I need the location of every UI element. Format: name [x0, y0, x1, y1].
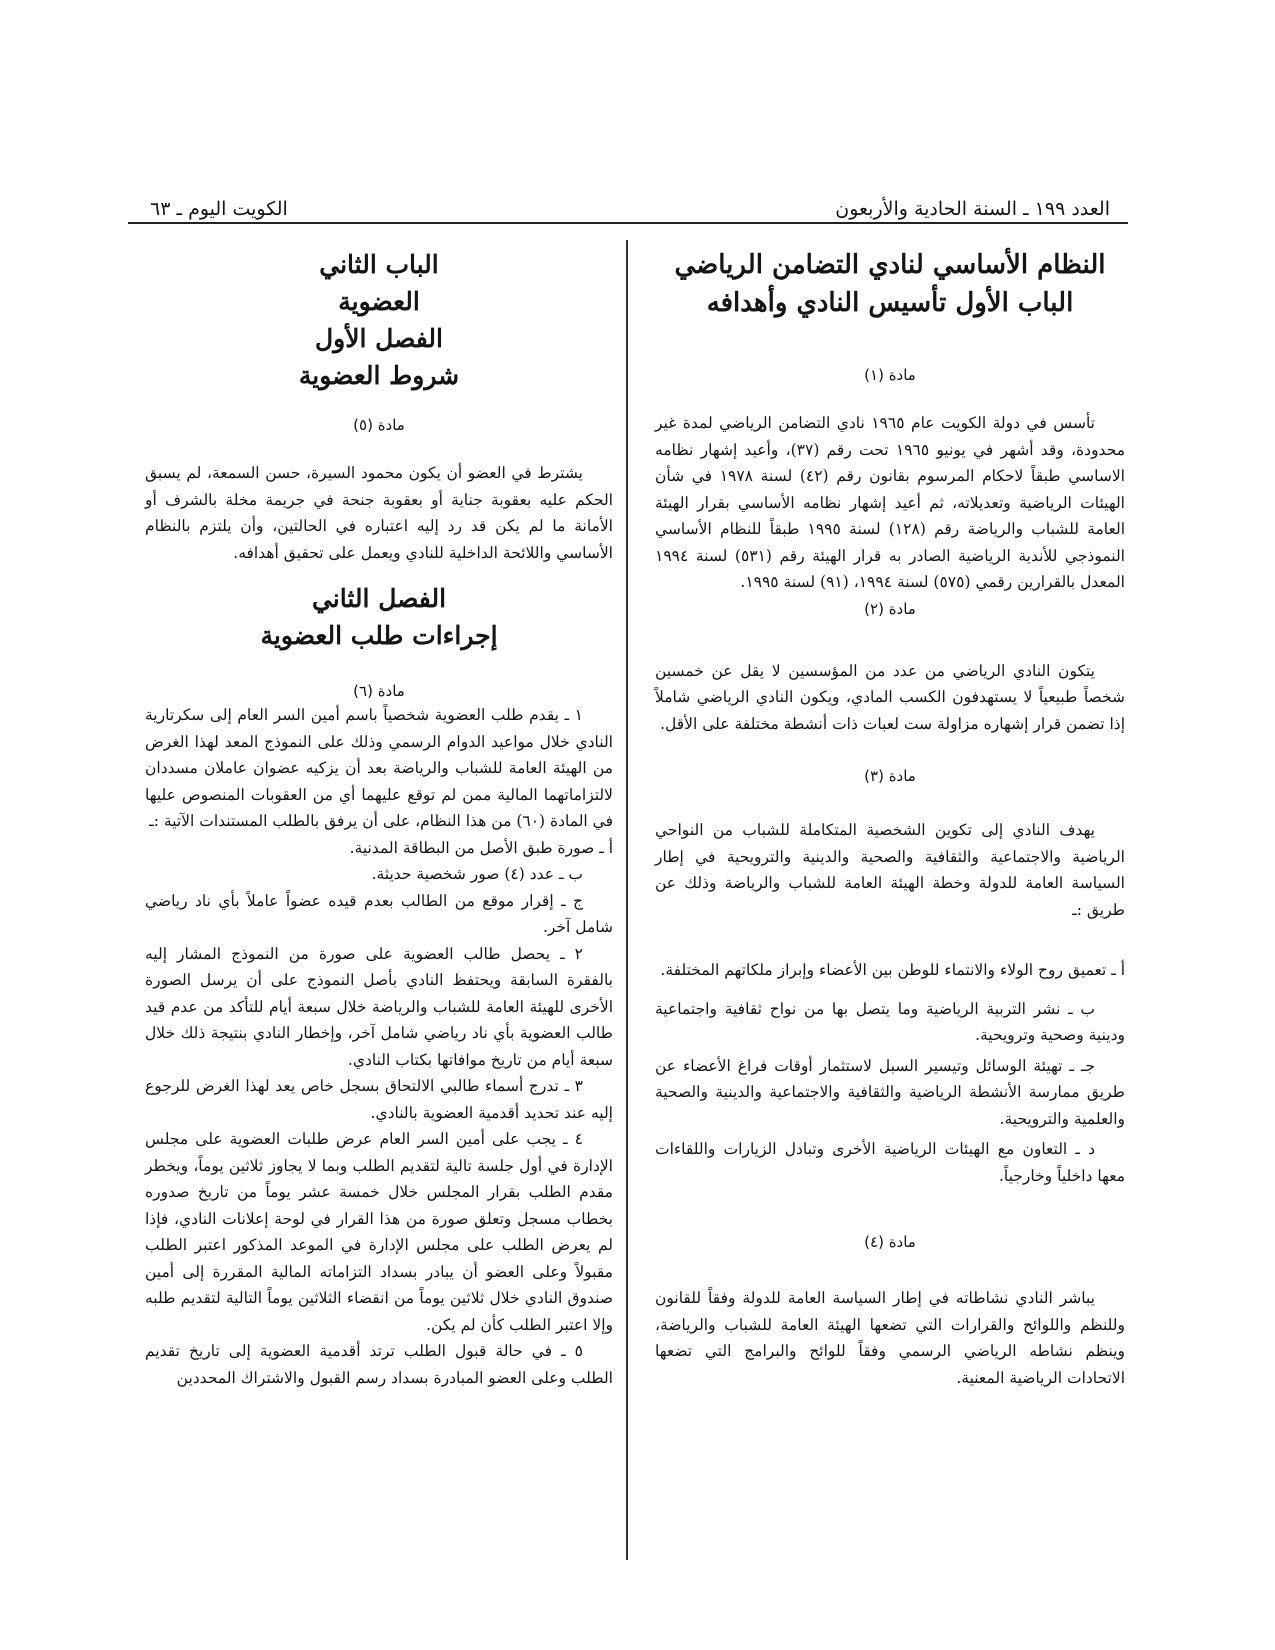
article-4-text: يباشر النادي نشاطاته في إطار السياسة العامة للدولة وفقاً للقانون وللنظم واللوائح والقرارات التي تضعها الهيئة العامة للشباب والرياضة، وينظم نشاطه الرياضي الرسمي وفقاً للوائح والبرامج التي تضعها الاتحادات الرياضية المعنية. [655, 1289, 1125, 1387]
article-4-label: مادة (٤) [864, 1233, 916, 1251]
chapter-two-title: الفصل الثاني [311, 584, 447, 613]
header-divider [128, 222, 1128, 224]
article-6-clause-5: ٥ ـ في حالة قبول الطلب ترتد أقدمية العضوية إلى تاريخ تقديم الطلب وعلى العضو المبادرة بسداد رسم القبول والاشتراك المحددين [145, 1342, 613, 1387]
document-title: النظام الأساسي لنادي التضامن الرياضي [674, 250, 1106, 280]
article-6-clause-3: ٣ ـ تدرج أسماء طالبي الالتحاق بسجل خاص يعد لهذا الغرض للرجوع إليه عند تحديد أقدمية العضوية بالنادي. [145, 1077, 613, 1122]
page-info: الكويت اليوم ـ ٦٣ [150, 198, 288, 220]
article-6-clause-4: ٤ ـ يجب على أمين السر العام عرض طلبات العضوية على مجلس الإدارة في أول جلسة تالية لتقديم الطلب وبما لا يجاوز ثلاثين يوماً، ويخطر مقدم الطلب بقرار المجلس خلال خمسة عشر يوماً من تاريخ صدوره بخطاب مسجل وتعلق صورة من هذا القرار في لوحة إعلانات النادي، فإذا لم يعرض الطلب على مجلس الإدارة في الموعد المذكور اعتبر الطلب مقبولاً وعلى العضو أن يبادر بسداد التزاماته المالية المقررة إلى أمين صندوق النادي خلال ثلاثين يوماً من انقضاء الثلاثين يوماً التالية لتقديم طلبه وإلا اعتبر الطلب كأن لم يكن. [145, 1130, 613, 1334]
article-5-label: مادة (٥) [353, 416, 405, 434]
article-2-label: مادة (٢) [864, 599, 916, 618]
article-2-text: يتكون النادي الرياضي من عدد من المؤسسين لا يقل عن خمسين شخصاً طبيعياً لا يستهدفون الكسب المادي، ويكون النادي الرياضي شاملاً إذا تضمن قرار إشهاره مزاولة ست لعبات ذات أنشطة مختلفة على الأقل. [655, 661, 1125, 733]
article-6-clause-1: ١ ـ يقدم طلب العضوية شخصياً باسم أمين السر العام إلى سكرتارية النادي خلال مواعيد الدوام الرسمي وذلك على النموذج المعد لهذا الغرض من الهيئة العامة للشباب والرياضة بعد أن يزكيه عضوان عاملان مسددان لالتزاماتهما المالية ممن لم توقع عليهما أي من العقوبات المنصوص عليها في المادة (٦٠) من هذا النظام، على أن يرفق بالطلب المستندات الآتية :ـ [145, 706, 613, 830]
article-6-clause-2: ٢ ـ يحصل طالب العضوية على صورة من النموذج المشار إليه بالفقرة السابقة ويحتفظ النادي بأصل النموذج على أن يرسل الصورة الأخرى للهيئة العامة للشباب والرياضة خلال سبعة أيام للتأكد من عدم قيد طالب العضوية بأي ناد رياضي شامل آخر، وإخطار النادي بنتيجة ذلك خلال سبعة أيام من تاريخ موافاتها بكتاب النادي. [145, 944, 613, 1069]
article-6-item-a: أ ـ صورة طبق الأصل من البطاقة المدنية. [349, 838, 613, 857]
article-3-label: مادة (٣) [864, 767, 916, 785]
left-column [145, 246, 613, 1391]
article-3-text: يهدف النادي إلى تكوين الشخصية المتكاملة للشباب من النواحي الرياضية والاجتماعية والثقافية والصحية والدينية والترويحية في إطار السياسة العامة للدولة وخطة الهيئة العامة للشباب والرياضة وذلك عن طريق :ـ [655, 821, 1125, 919]
column-divider [626, 240, 628, 1560]
article-6-label: مادة (٦) [353, 682, 405, 700]
article-3-item-d: د ـ التعاون مع الهيئات الرياضية الأخرى وتبادل الزيارات واللقاءات معها داخلياً وخارجياً. [655, 1140, 1125, 1185]
article-3-item-a: أ ـ تعميق روح الولاء والانتماء للوطن بين الأعضاء وإبراز ملكاتهم المختلفة. [660, 961, 1125, 979]
article-3-item-b: ب ـ نشر التربية الرياضية وما يتصل بها من نواح ثقافية واجتماعية ودينية وصحية وترويحية. [655, 999, 1125, 1044]
chapter-two-subject: إجراءات طلب العضوية [260, 621, 498, 650]
chapter-one-title: الفصل الأول [315, 324, 443, 353]
part-two-title: الباب الثاني [319, 250, 439, 279]
part-two-subject: العضوية [338, 287, 420, 316]
article-5-text: يشترط في العضو أن يكون محمود السيرة، حسن السمعة، لم يسبق الحكم عليه بعقوبة جناية أو بعقوبة جنحة في جريمة مخلة بالشرف أو الأمانة ما لم يكن قد رد إليه اعتباره في الحالتين، وأن يلتزم بالنظام الأساسي واللائحة الداخلية للنادي ويعمل على تحقيق أهدافه. [145, 464, 613, 562]
article-6-item-b: ب ـ عدد (٤) صور شخصية حديثة. [371, 865, 583, 883]
part-one-title: الباب الأول تأسيس النادي وأهدافه [706, 288, 1074, 318]
article-1-label: مادة (١) [864, 366, 916, 384]
issue-info: العدد ١٩٩ ـ السنة الحادية والأربعون [835, 198, 1110, 220]
article-3-item-c: جـ ـ تهيئة الوسائل وتيسير السبل لاستثمار أوقات فراغ الأعضاء عن طريق ممارسة الأنشطة الرياضية والثقافية والاجتماعية والدينية والصحية والعلمية والترويحية. [655, 1056, 1125, 1128]
right-column [655, 246, 1125, 1391]
article-1-text: تأسس في دولة الكويت عام ١٩٦٥ نادي التضامن الرياضي لمدة غير محدودة، وقد أشهر في يونيو ١٩٦٥ تحت رقم (٣٧)، وأعيد إشهار نظامه الاساسي طبقاً لاحكام المرسوم بقانون رقم (٤٢) لسنة ١٩٧٨ في شأن الهيئات الرياضية وتعديلاته، ثم أعيد إشهار نظامه الأساسي بقرار الهيئة العامة للشباب والرياضة رقم (١٢٨) لسنة ١٩٩٥ طبقاً للنظام الأساسي النموذجي للأندية الرياضية الصادر به قرار الهيئة رقم (٥٣١) لسنة ١٩٩٤ المعدل بالقرارين رقمي (٥٧٥) لسنة ١٩٩٤، (٩١) لسنة ١٩٩٥. [655, 414, 1125, 591]
chapter-one-subject: شروط العضوية [298, 361, 460, 390]
article-6-item-c: ج ـ إقرار موقع من الطالب بعدم قيده عضواً عاملاً بأي ناد رياضي شامل آخر. [145, 891, 613, 936]
